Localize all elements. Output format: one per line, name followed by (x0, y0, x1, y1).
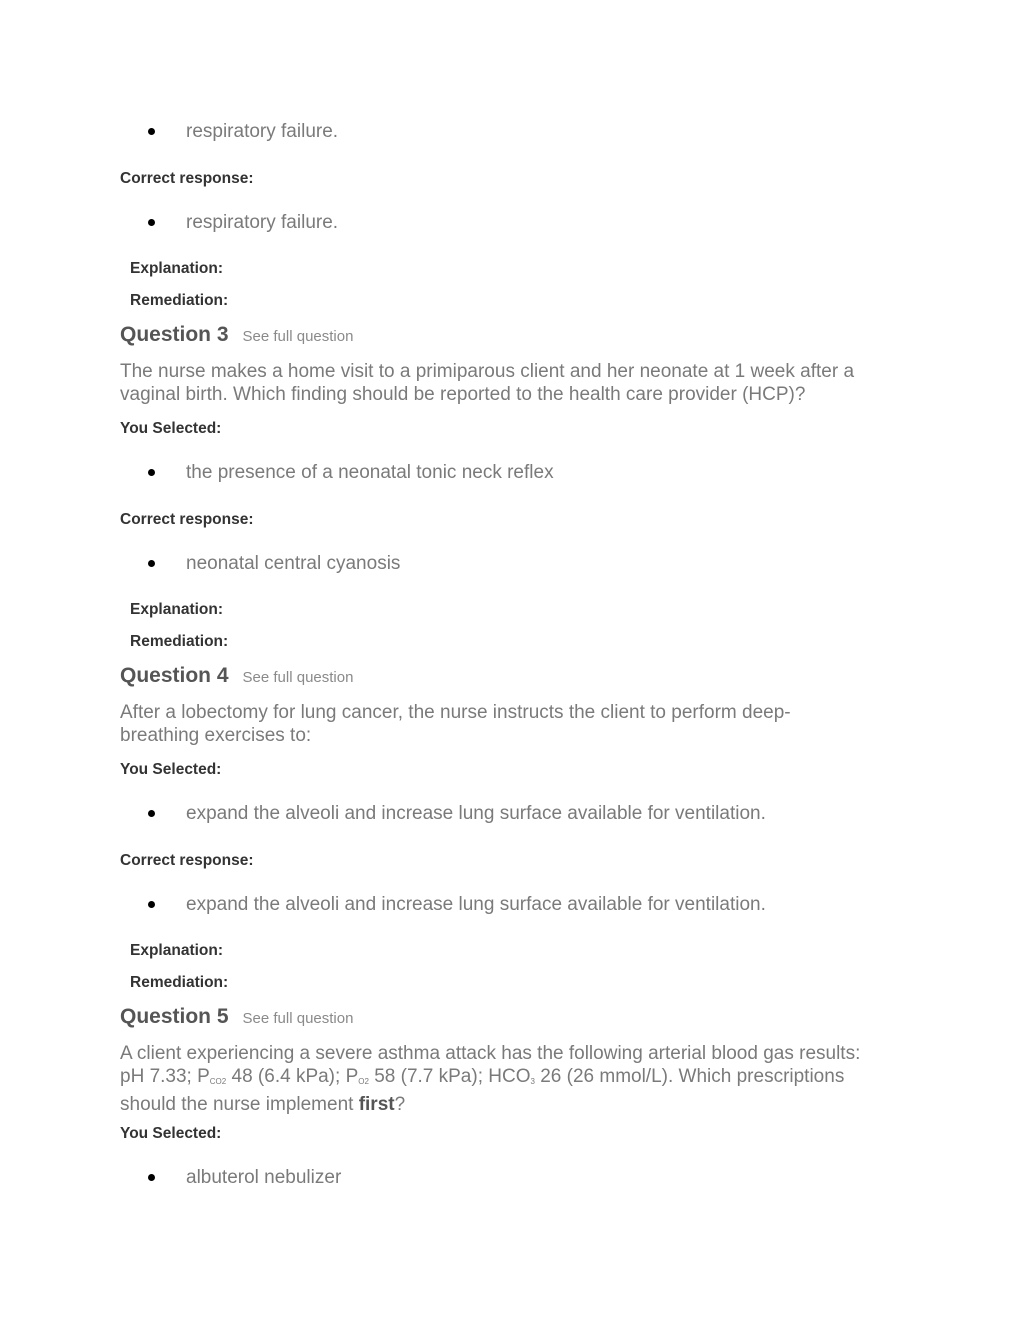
correct-response-label: Correct response: (120, 852, 254, 869)
bullet-icon (148, 219, 155, 226)
subscript: O2 (358, 1077, 369, 1086)
text-run: 48 (6.4 kPa); P (226, 1066, 359, 1087)
bullet-icon (148, 469, 155, 476)
selected-answer-text: albuterol nebulizer (186, 1167, 342, 1188)
question-5-text (120, 1042, 910, 1116)
see-full-question-link[interactable]: See full question (242, 328, 354, 345)
selected-answer-text: expand the alveoli and increase lung surface available for ventilation. (186, 803, 766, 824)
subscript: 3 (530, 1077, 535, 1086)
question-title: Question 3 (120, 323, 229, 346)
question-text-line: breathing exercises to: (120, 725, 312, 746)
bullet-icon (148, 128, 155, 135)
question-text-line: A client experiencing a severe asthma attack has the following arterial blood gas results: (120, 1043, 861, 1064)
bullet-icon (148, 810, 155, 817)
text-run: 58 (7.7 kPa); HCO (368, 1066, 531, 1087)
remediation-label: Remediation: (130, 292, 229, 309)
text-run: 26 (26 mmol/L). Which prescriptions (534, 1066, 845, 1087)
see-full-question-link[interactable]: See full question (242, 669, 354, 686)
bullet-icon (148, 560, 155, 567)
remediation-label: Remediation: (130, 974, 229, 991)
you-selected-label: You Selected: (120, 761, 222, 778)
correct-response-label: Correct response: (120, 511, 254, 528)
remediation-label: Remediation: (130, 633, 229, 650)
explanation-label: Explanation: (130, 601, 224, 618)
question-3-header (120, 323, 353, 349)
question-text-line (120, 1065, 910, 1093)
question-text-line (120, 1093, 910, 1116)
explanation-label: Explanation: (130, 942, 224, 959)
question-text-line: After a lobectomy for lung cancer, the nurse instructs the client to perform deep- (120, 702, 791, 723)
question-5-header (120, 1005, 353, 1031)
question-text-line: vaginal birth. Which finding should be reported to the health care provider (HCP)? (120, 384, 806, 405)
emphasis-text: first (358, 1094, 395, 1115)
correct-response-label: Correct response: (120, 170, 254, 187)
you-selected-label: You Selected: (120, 1125, 222, 1142)
question-title: Question 4 (120, 664, 229, 687)
question-4-text (120, 701, 910, 747)
correct-answer-text: respiratory failure. (186, 212, 339, 233)
correct-answer-text: expand the alveoli and increase lung surface available for ventilation. (186, 894, 766, 915)
text-run: ? (394, 1094, 406, 1115)
see-full-question-link[interactable]: See full question (242, 1010, 354, 1027)
text-run: should the nurse implement (120, 1094, 359, 1115)
selected-answer-text: respiratory failure. (186, 121, 339, 142)
subscript: CO2 (209, 1077, 227, 1086)
question-title: Question 5 (120, 1005, 229, 1028)
correct-answer-text: neonatal central cyanosis (186, 553, 401, 574)
question-4-header (120, 664, 353, 690)
you-selected-label: You Selected: (120, 420, 222, 437)
selected-answer-text: the presence of a neonatal tonic neck reflex (186, 462, 554, 483)
bullet-icon (148, 1174, 155, 1181)
question-text-line: The nurse makes a home visit to a primiparous client and her neonate at 1 week after a (120, 361, 855, 382)
explanation-label: Explanation: (130, 260, 224, 277)
text-run: pH 7.33; P (120, 1066, 210, 1087)
bullet-icon (148, 901, 155, 908)
question-3-text (120, 360, 910, 406)
